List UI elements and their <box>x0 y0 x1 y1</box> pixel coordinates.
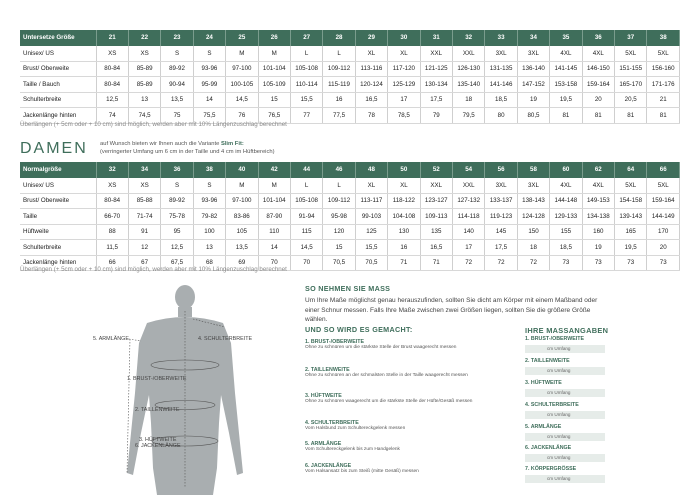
herren-size-header: 30 <box>388 30 420 46</box>
table-cell: 135-140 <box>452 77 484 93</box>
table-cell: XXL <box>420 178 452 194</box>
table-cell: L <box>323 178 355 194</box>
table-cell: 85-89 <box>128 77 160 93</box>
table-cell: 85-89 <box>128 61 160 77</box>
table-cell: L <box>323 46 355 62</box>
table-cell: 71-74 <box>128 209 160 225</box>
table-cell: 141-146 <box>485 77 517 93</box>
table-cell: 73 <box>582 255 614 271</box>
table-cell: 73 <box>550 255 582 271</box>
table-cell: 12,5 <box>96 92 128 108</box>
table-cell: 75-78 <box>161 209 193 225</box>
row-label: Brust/ Oberweite <box>20 61 96 77</box>
table-cell: 151-155 <box>615 61 647 77</box>
table-cell: 139-143 <box>615 209 647 225</box>
table-cell: 171-176 <box>647 77 680 93</box>
table-cell: 20 <box>647 240 680 256</box>
table-cell: XXL <box>452 178 484 194</box>
howto-text: Um Ihre Maße möglichst genau herauszufinden, sollten Sie dicht am Körper mit einem Maßband oder einer Schnur messen. Falls Ihre Maße zwischen zwei Größen liegen, sollten Sie die größere Größe wählen. <box>305 297 598 324</box>
table-cell: 70 <box>258 255 290 271</box>
table-cell: 138-143 <box>517 193 549 209</box>
table-cell: 105-108 <box>290 61 322 77</box>
table-cell: 95-99 <box>193 77 225 93</box>
table-cell: 19 <box>582 240 614 256</box>
row-label: Brust/ Oberweite <box>20 193 96 209</box>
table-cell: 81 <box>550 108 582 124</box>
table-cell: 13,5 <box>226 240 258 256</box>
mass-input-jacke[interactable]: cm Umfang <box>525 454 605 462</box>
damen-size-header: 50 <box>388 162 420 178</box>
herren-size-header: 38 <box>647 30 680 46</box>
damen-size-header: 42 <box>258 162 290 178</box>
table-cell: 18 <box>452 92 484 108</box>
mass-item-arm: 5. ARMLÄNGE cm Umfang <box>525 424 675 441</box>
table-cell: 101-104 <box>258 193 290 209</box>
table-cell: 16 <box>388 240 420 256</box>
table-cell: 131-135 <box>485 61 517 77</box>
table-cell: 17,5 <box>420 92 452 108</box>
mass-input-schulter[interactable]: cm Umfang <box>525 411 605 419</box>
table-cell: 14 <box>258 240 290 256</box>
table-cell: 75,5 <box>193 108 225 124</box>
row-label: Unisex/ US <box>20 46 96 62</box>
herren-size-header: 33 <box>485 30 517 46</box>
table-cell: 88 <box>96 224 128 240</box>
table-row <box>20 92 680 108</box>
table-cell: 21 <box>647 92 680 108</box>
table-cell: 95 <box>161 224 193 240</box>
table-cell: 16,5 <box>420 240 452 256</box>
table-cell: 130 <box>388 224 420 240</box>
table-cell: 91-94 <box>290 209 322 225</box>
step-1: 1. BRUST-/OBERWEITE Ohne zu schnüren um die stärkste Stelle der Brust waagerecht messen <box>305 339 457 350</box>
table-cell: 93-96 <box>193 61 225 77</box>
table-cell: 156-160 <box>647 61 680 77</box>
table-cell: 154-158 <box>615 193 647 209</box>
table-cell: 3XL <box>517 178 549 194</box>
table-cell: 118-122 <box>388 193 420 209</box>
table-cell: 95-98 <box>323 209 355 225</box>
herren-size-table <box>20 30 680 124</box>
table-cell: 79,5 <box>452 108 484 124</box>
table-cell: 97-100 <box>226 61 258 77</box>
label-hueftweite: 3. HÜFTWEITE <box>139 437 177 443</box>
table-cell: XL <box>388 178 420 194</box>
damen-size-header: 54 <box>452 162 484 178</box>
herren-size-header: 34 <box>517 30 549 46</box>
table-cell: 153-158 <box>550 77 582 93</box>
label-schulterbreite: 4. SCHULTERBREITE <box>198 336 253 342</box>
table-cell: 3XL <box>485 46 517 62</box>
table-cell: 80,5 <box>517 108 549 124</box>
table-cell: 72 <box>517 255 549 271</box>
table-cell: 11,5 <box>96 240 128 256</box>
table-cell: 19,5 <box>550 92 582 108</box>
body-figure <box>85 283 285 495</box>
damen-header-label: Normalgröße <box>20 162 96 178</box>
row-label: Schulterbreite <box>20 240 96 256</box>
table-cell: XS <box>96 46 128 62</box>
table-cell: 67 <box>128 255 160 271</box>
table-cell: M <box>226 178 258 194</box>
table-cell: 83-86 <box>226 209 258 225</box>
table-cell: 5XL <box>615 178 647 194</box>
table-cell: 70,5 <box>323 255 355 271</box>
damen-size-header: 62 <box>582 162 614 178</box>
row-label: Taille <box>20 209 96 225</box>
table-row <box>20 224 680 240</box>
herren-size-header: 26 <box>258 30 290 46</box>
table-cell: 4XL <box>582 46 614 62</box>
table-cell: M <box>226 46 258 62</box>
table-cell: 15 <box>258 92 290 108</box>
row-label: Unisex/ US <box>20 178 96 194</box>
table-cell: 70 <box>290 255 322 271</box>
howto-title: SO NEHMEN SIE MASS <box>305 284 391 293</box>
table-cell: 129-133 <box>550 209 582 225</box>
damen-size-header: 58 <box>517 162 549 178</box>
step-3: 3. HÜFTWEITE Ohne zu schnüren waagerecht um die stärkste Stelle der Hüfte/Gesäß messen <box>305 393 473 404</box>
table-cell: 115-119 <box>323 77 355 93</box>
table-cell: 19 <box>517 92 549 108</box>
mass-item-brust: 1. BRUST-/OBERWEITE cm Umfang <box>525 336 675 353</box>
table-cell: 104-108 <box>388 209 420 225</box>
table-cell: 76,5 <box>258 108 290 124</box>
herren-header-label: Untersetze Größe <box>20 30 96 46</box>
row-label: Jackenlänge hinten <box>20 108 96 124</box>
mass-item-schulter: 4. SCHULTERBREITE cm Umfang <box>525 402 675 419</box>
mass-item-koerper: 7. KÖRPERGRÖSSE cm Umfang <box>525 466 675 483</box>
table-cell: 75 <box>161 108 193 124</box>
massangaben-title: IHRE MASSANGABEN <box>525 326 609 335</box>
row-label: Taille / Bauch <box>20 77 96 93</box>
table-cell: L <box>290 46 322 62</box>
table-cell: 72 <box>452 255 484 271</box>
table-cell: 127-132 <box>452 193 484 209</box>
table-cell: 99-103 <box>355 209 387 225</box>
table-cell: 140 <box>452 224 484 240</box>
herren-size-header: 29 <box>355 30 387 46</box>
damen-size-header: 34 <box>128 162 160 178</box>
table-cell: 5XL <box>615 46 647 62</box>
row-label: Schulterbreite <box>20 92 96 108</box>
table-cell: 85-88 <box>128 193 160 209</box>
herren-size-header: 25 <box>226 30 258 46</box>
herren-size-header: 27 <box>290 30 322 46</box>
table-cell: 12 <box>128 240 160 256</box>
mass-item-taille: 2. TAILLENWEITE cm Umfang <box>525 358 675 375</box>
table-cell: 69 <box>226 255 258 271</box>
table-cell: 135 <box>420 224 452 240</box>
table-cell: 160 <box>582 224 614 240</box>
table-row <box>20 46 680 62</box>
table-cell: 101-104 <box>258 61 290 77</box>
table-cell: 165-170 <box>615 77 647 93</box>
table-cell: 12,5 <box>161 240 193 256</box>
herren-size-header: 21 <box>96 30 128 46</box>
mass-input-taille[interactable]: cm Umfang <box>525 367 605 375</box>
table-cell: 120 <box>323 224 355 240</box>
table-cell: 93-96 <box>193 193 225 209</box>
table-cell: 14 <box>193 92 225 108</box>
herren-size-header: 35 <box>550 30 582 46</box>
table-cell: 80-84 <box>96 193 128 209</box>
table-cell: 136-140 <box>517 61 549 77</box>
table-cell: 109-112 <box>323 193 355 209</box>
table-cell: 20,5 <box>615 92 647 108</box>
table-cell: 73 <box>615 255 647 271</box>
herren-size-header: 32 <box>452 30 484 46</box>
table-cell: 74,5 <box>128 108 160 124</box>
table-cell: 155 <box>550 224 582 240</box>
herren-size-header: 37 <box>615 30 647 46</box>
table-cell: 16,5 <box>355 92 387 108</box>
table-cell: XL <box>388 46 420 62</box>
table-cell: 147-152 <box>517 77 549 93</box>
damen-size-header: 44 <box>290 162 322 178</box>
table-cell: 125 <box>355 224 387 240</box>
table-cell: 144-148 <box>550 193 582 209</box>
table-cell: 90-94 <box>161 77 193 93</box>
label-brustweite: 1. BRUST-/OBERWEITE <box>127 376 187 382</box>
table-cell: 74 <box>96 108 128 124</box>
damen-size-header: 32 <box>96 162 128 178</box>
mass-input-koerper[interactable]: cm Umfang <box>525 475 605 483</box>
table-cell: S <box>193 178 225 194</box>
table-cell: 105 <box>226 224 258 240</box>
table-cell: 81 <box>647 108 680 124</box>
table-cell: 125-129 <box>388 77 420 93</box>
table-cell: 66-70 <box>96 209 128 225</box>
table-cell: 78,5 <box>388 108 420 124</box>
herren-size-header: 24 <box>193 30 225 46</box>
table-cell: 133-137 <box>485 193 517 209</box>
table-cell: 4XL <box>550 46 582 62</box>
table-cell: 19,5 <box>615 240 647 256</box>
table-cell: 141-145 <box>550 61 582 77</box>
table-cell: 14,5 <box>290 240 322 256</box>
table-cell: 146-150 <box>582 61 614 77</box>
table-cell: 113-116 <box>355 61 387 77</box>
mass-input-arm[interactable]: cm Umfang <box>525 433 605 441</box>
table-cell: 144-149 <box>647 209 680 225</box>
damen-size-header: 60 <box>550 162 582 178</box>
table-cell: 3XL <box>517 46 549 62</box>
table-cell: 134-138 <box>582 209 614 225</box>
table-cell: 18,5 <box>550 240 582 256</box>
step-5: 5. ARMLÄNGE Vom Schultereckgelenk bis zum Handgelenk <box>305 441 400 452</box>
table-row <box>20 240 680 256</box>
table-cell: 77 <box>290 108 322 124</box>
mass-item-huefte: 3. HÜFTWEITE cm Umfang <box>525 380 675 397</box>
table-cell: 73 <box>647 255 680 271</box>
table-cell: 18,5 <box>485 92 517 108</box>
damen-size-header: 52 <box>420 162 452 178</box>
table-cell: 80-84 <box>96 77 128 93</box>
table-cell: 13,5 <box>161 92 193 108</box>
row-label: Jackenlänge hinten <box>20 255 96 271</box>
table-cell: 16 <box>323 92 355 108</box>
table-cell: 15,5 <box>355 240 387 256</box>
table-cell: 80 <box>485 108 517 124</box>
mass-input-brust[interactable]: cm Umfang <box>525 345 605 353</box>
table-cell: 17 <box>388 92 420 108</box>
table-cell: 4XL <box>550 178 582 194</box>
table-cell: 109-112 <box>323 61 355 77</box>
table-cell: XS <box>128 178 160 194</box>
table-cell: XL <box>355 46 387 62</box>
table-cell: 72 <box>485 255 517 271</box>
table-cell: 110 <box>258 224 290 240</box>
table-cell: 3XL <box>485 178 517 194</box>
table-cell: 114-118 <box>452 209 484 225</box>
herren-note: Überlängen (+ 5cm oder + 10 cm) sind möglich, werden aber mit 10% Längenzuschlag berechnet <box>20 121 287 128</box>
damen-size-table <box>20 162 680 271</box>
table-row <box>20 178 680 194</box>
table-cell: 109-113 <box>420 209 452 225</box>
herren-size-header: 22 <box>128 30 160 46</box>
table-cell: 150 <box>517 224 549 240</box>
table-cell: 89-92 <box>161 193 193 209</box>
table-cell: 13 <box>193 240 225 256</box>
table-cell: 70,5 <box>355 255 387 271</box>
damen-size-header: 48 <box>355 162 387 178</box>
table-cell: 67,5 <box>161 255 193 271</box>
damen-note: Überlängen (+ 5cm oder + 10 cm) sind möglich, werden aber mit 10% Längenzuschlag berechnet <box>20 266 287 273</box>
table-cell: 170 <box>647 224 680 240</box>
table-cell: 79-82 <box>193 209 225 225</box>
step-6: 6. JACKENLÄNGE Vom Halsansatz bis zum Steiß (mitte Gesäß) messen <box>305 463 419 474</box>
table-cell: 79 <box>420 108 452 124</box>
step-4: 4. SCHULTERBREITE Vom Halsbund zum Schultereckgelenk messen <box>305 420 406 431</box>
damen-size-header: 56 <box>485 162 517 178</box>
label-armlaenge: 5. ARMLÄNGE <box>93 336 129 342</box>
table-cell: 117-120 <box>388 61 420 77</box>
table-cell: 80-84 <box>96 61 128 77</box>
table-cell: 4XL <box>582 178 614 194</box>
table-row <box>20 209 680 225</box>
table-cell: 68 <box>193 255 225 271</box>
label-jackenlaenge: 6. JACKENLÄNGE <box>135 443 181 449</box>
table-cell: 17,5 <box>485 240 517 256</box>
table-cell: XXL <box>420 46 452 62</box>
herren-size-header: 23 <box>161 30 193 46</box>
table-cell: XL <box>355 178 387 194</box>
table-cell: 115 <box>290 224 322 240</box>
table-row <box>20 61 680 77</box>
damen-size-header: 40 <box>226 162 258 178</box>
table-cell: 71 <box>388 255 420 271</box>
table-cell: 81 <box>615 108 647 124</box>
row-label: Hüftweite <box>20 224 96 240</box>
table-cell: S <box>193 46 225 62</box>
table-cell: 71 <box>420 255 452 271</box>
table-cell: 5XL <box>647 178 680 194</box>
table-cell: 77,5 <box>323 108 355 124</box>
table-cell: 110-114 <box>290 77 322 93</box>
damen-size-header: 64 <box>615 162 647 178</box>
table-cell: 121-125 <box>420 61 452 77</box>
table-cell: S <box>161 178 193 194</box>
table-cell: 124-128 <box>517 209 549 225</box>
table-row <box>20 193 680 209</box>
damen-title: DAMEN <box>20 140 88 157</box>
damen-size-header: 66 <box>647 162 680 178</box>
table-cell: 159-164 <box>582 77 614 93</box>
herren-size-header: 28 <box>323 30 355 46</box>
table-cell: 113-117 <box>355 193 387 209</box>
table-cell: 66 <box>96 255 128 271</box>
damen-header-row <box>20 162 680 178</box>
table-cell: 87-90 <box>258 209 290 225</box>
table-cell: 120-124 <box>355 77 387 93</box>
table-cell: M <box>258 178 290 194</box>
step-2: 2. TAILLENWEITE Ohne zu schnüren an der schmalsten Stelle in der Taille waagerecht messen <box>305 367 468 378</box>
table-cell: 15,5 <box>290 92 322 108</box>
table-cell: 13 <box>128 92 160 108</box>
table-cell: 5XL <box>647 46 680 62</box>
steps-title: UND SO WIRD ES GEMACHT: <box>305 325 413 334</box>
table-cell: 91 <box>128 224 160 240</box>
label-taillenweite: 2. TAILLENWEITE <box>135 407 180 413</box>
table-cell: 81 <box>582 108 614 124</box>
table-cell: 165 <box>615 224 647 240</box>
damen-size-header: 38 <box>193 162 225 178</box>
table-cell: 17 <box>452 240 484 256</box>
table-cell: 100-105 <box>226 77 258 93</box>
table-cell: 123-127 <box>420 193 452 209</box>
table-cell: 126-130 <box>452 61 484 77</box>
table-cell: 15 <box>323 240 355 256</box>
damen-subtitle: auf Wunsch bieten wir Ihnen auch die Variante Slim Fit: (verringerter Umfang um 6 cm in der Taille und 4 cm im Hüftbereich) <box>100 141 275 155</box>
mass-input-huefte[interactable]: cm Umfang <box>525 389 605 397</box>
table-cell: 105-109 <box>258 77 290 93</box>
herren-header-row <box>20 30 680 46</box>
table-cell: 100 <box>193 224 225 240</box>
mass-item-jacke: 6. JACKENLÄNGE cm Umfang <box>525 445 675 462</box>
table-cell: M <box>258 46 290 62</box>
herren-size-header: 31 <box>420 30 452 46</box>
table-cell: 145 <box>485 224 517 240</box>
table-cell: 159-164 <box>647 193 680 209</box>
table-cell: L <box>290 178 322 194</box>
body-silhouette <box>85 283 285 495</box>
table-cell: 149-153 <box>582 193 614 209</box>
damen-size-header: 46 <box>323 162 355 178</box>
table-cell: 20 <box>582 92 614 108</box>
table-cell: 130-134 <box>420 77 452 93</box>
table-cell: 97-100 <box>226 193 258 209</box>
table-cell: XXL <box>452 46 484 62</box>
table-cell: XS <box>96 178 128 194</box>
table-cell: 119-123 <box>485 209 517 225</box>
herren-size-header: 36 <box>582 30 614 46</box>
table-cell: 14,5 <box>226 92 258 108</box>
table-cell: XS <box>128 46 160 62</box>
table-row <box>20 77 680 93</box>
table-cell: 78 <box>355 108 387 124</box>
table-cell: S <box>161 46 193 62</box>
damen-size-header: 36 <box>161 162 193 178</box>
table-cell: 89-92 <box>161 61 193 77</box>
table-cell: 76 <box>226 108 258 124</box>
table-cell: 105-108 <box>290 193 322 209</box>
table-cell: 18 <box>517 240 549 256</box>
